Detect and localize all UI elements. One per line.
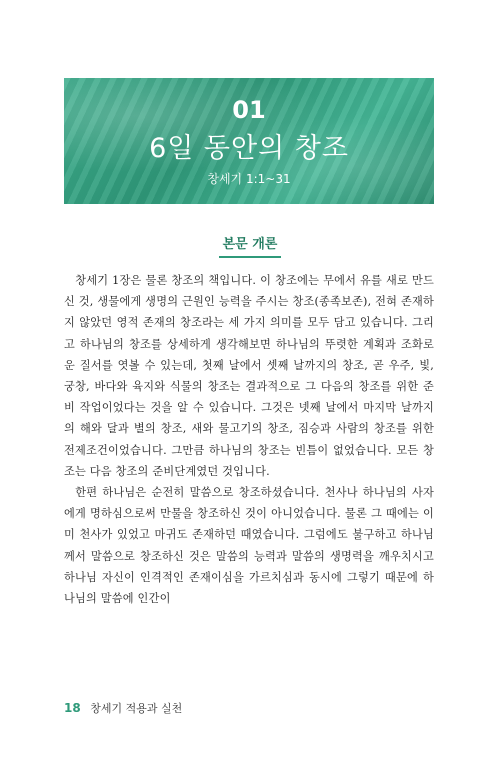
page-number: 18 [64,701,81,715]
section-heading-label: 본문 개론 [219,233,282,258]
book-title: 창세기 적용과 실천 [90,702,183,715]
chapter-title: 6일 동안의 창조 [149,133,349,164]
chapter-number: 01 [232,96,266,124]
scripture-reference: 창세기 1:1~31 [207,172,291,186]
body-text [64,270,434,609]
paragraph-1: 창세기 1장은 물론 창조의 책입니다. 이 창조에는 무에서 유를 새로 만드신 것, 생물에게 생명의 근원인 능력을 주시는 창조(종족보존), 전혀 존재하지 않았던 영적 존재의 창조라는 세 가지 의미를 모두 담고 있습니다. 그리고 하나님의 창조를 상세하게 생각해보면 하나님의 뚜렷한 계획과 조화로운 질서를 엿볼 수 있는데, 첫째 날에서 셋째 날까지의 창조, 곧 우주, 빛, 궁창, 바다와 육지와 식물의 창조는 결과적으로 그 다음의 창조를 위한 준비 작업이었다는 것을 알 수 있습니다. 그것은 넷째 날에서 마지막 날까지의 해와 달과 별의 창조, 새와 물고기의 창조, 짐승과 사람의 창조를 위한 전제조건이었습니다. 그만큼 하나님의 창조는 빈틈이 없었습니다. 모든 창조는 다음 창조의 준비단계였던 것입니다. [64,274,434,478]
chapter-banner [64,78,434,204]
paragraph-2: 한편 하나님은 순전히 말씀으로 창조하셨습니다. 천사나 하나님의 사자에게 명하심으로써 만물을 창조하신 것이 아니었습니다. 물론 그 때에는 이미 천사가 있었고 마귀도 존재하던 때였습니다. 그럼에도 불구하고 하나님께서 말씀으로 창조하신 것은 말씀의 능력과 말씀의 생명력을 깨우치시고 하나님 자신이 인격적인 존재이심을 가르치심과 동시에 그렇기 때문에 하나님의 말씀에 인간이 [64,486,434,606]
page-footer [64,700,182,716]
section-heading [0,233,500,258]
